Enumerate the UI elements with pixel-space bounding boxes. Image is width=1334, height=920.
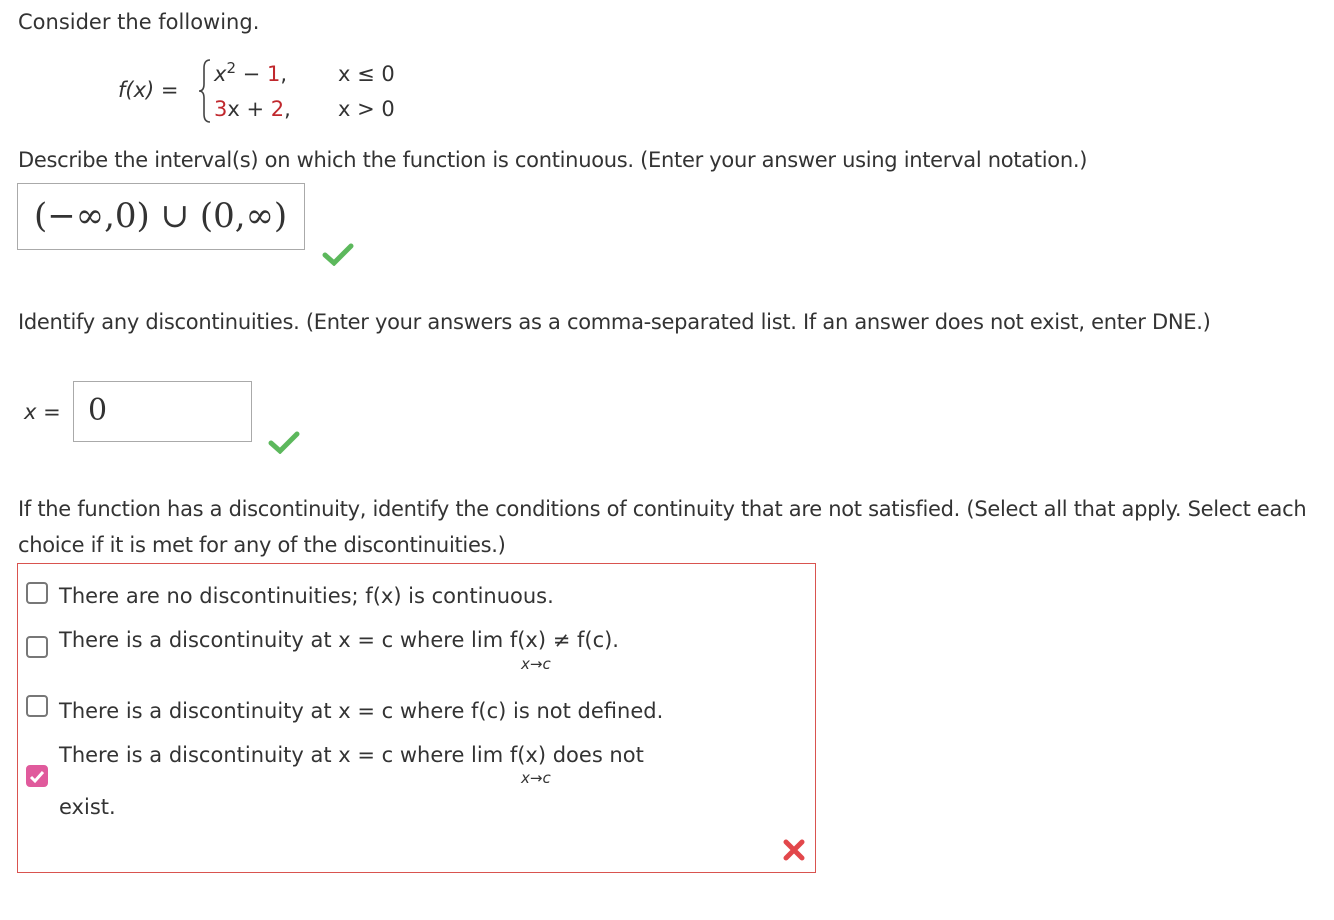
choices-group [17,563,816,873]
checkbox-option-2[interactable] [26,636,48,658]
q3-prompt: If the function has a discontinuity, identify the conditions of continuity that are not satisfied. (Select all that apply. Select each choice if it is met for any of the discontinuities.) [18,497,1307,557]
checkbox-option-1[interactable] [26,582,48,604]
option-4-label: There is a discontinuity at x = c where lim f(x) does not [59,743,644,767]
limit-subscript: x→c [521,655,551,673]
q1-prompt: Describe the interval(s) on which the function is continuous. (Enter your answer using interval notation.) [18,148,1088,172]
checkmark-icon [28,768,46,786]
intro-text: Consider the following. [18,10,260,34]
brace-icon [198,58,212,124]
limit-subscript: x→c [521,769,551,787]
piece-2: 3x + 2, [214,97,291,121]
correct-check-icon [322,242,354,266]
checkbox-option-3[interactable] [26,695,48,717]
correct-check-icon [268,430,300,454]
option-2-label: There is a discontinuity at x = c where lim f(x) ≠ f(c). [59,628,619,652]
q2-prompt: Identify any discontinuities. (Enter your answers as a comma-separated list. If an answer does not exist, enter DNE.) [18,310,1211,334]
piece-1-condition: x ≤ 0 [338,62,395,86]
option-4-label-cont: exist. [59,795,116,819]
incorrect-x-icon [782,838,806,862]
discontinuity-answer-field[interactable]: 0 [73,381,252,442]
option-1-label: There are no discontinuities; f(x) is continuous. [59,584,554,608]
option-3-label: There is a discontinuity at x = c where f(c) is not defined. [59,699,664,723]
interval-answer-field[interactable]: (−∞,0) ∪ (0,∞) [17,183,305,250]
function-lhs: f(x) = [118,78,179,102]
checkbox-option-4[interactable] [26,765,48,787]
x-equals-label: x = [24,400,61,424]
piece-1: $x^2 - 1$, [214,59,287,86]
piece-2-condition: x > 0 [338,97,395,121]
